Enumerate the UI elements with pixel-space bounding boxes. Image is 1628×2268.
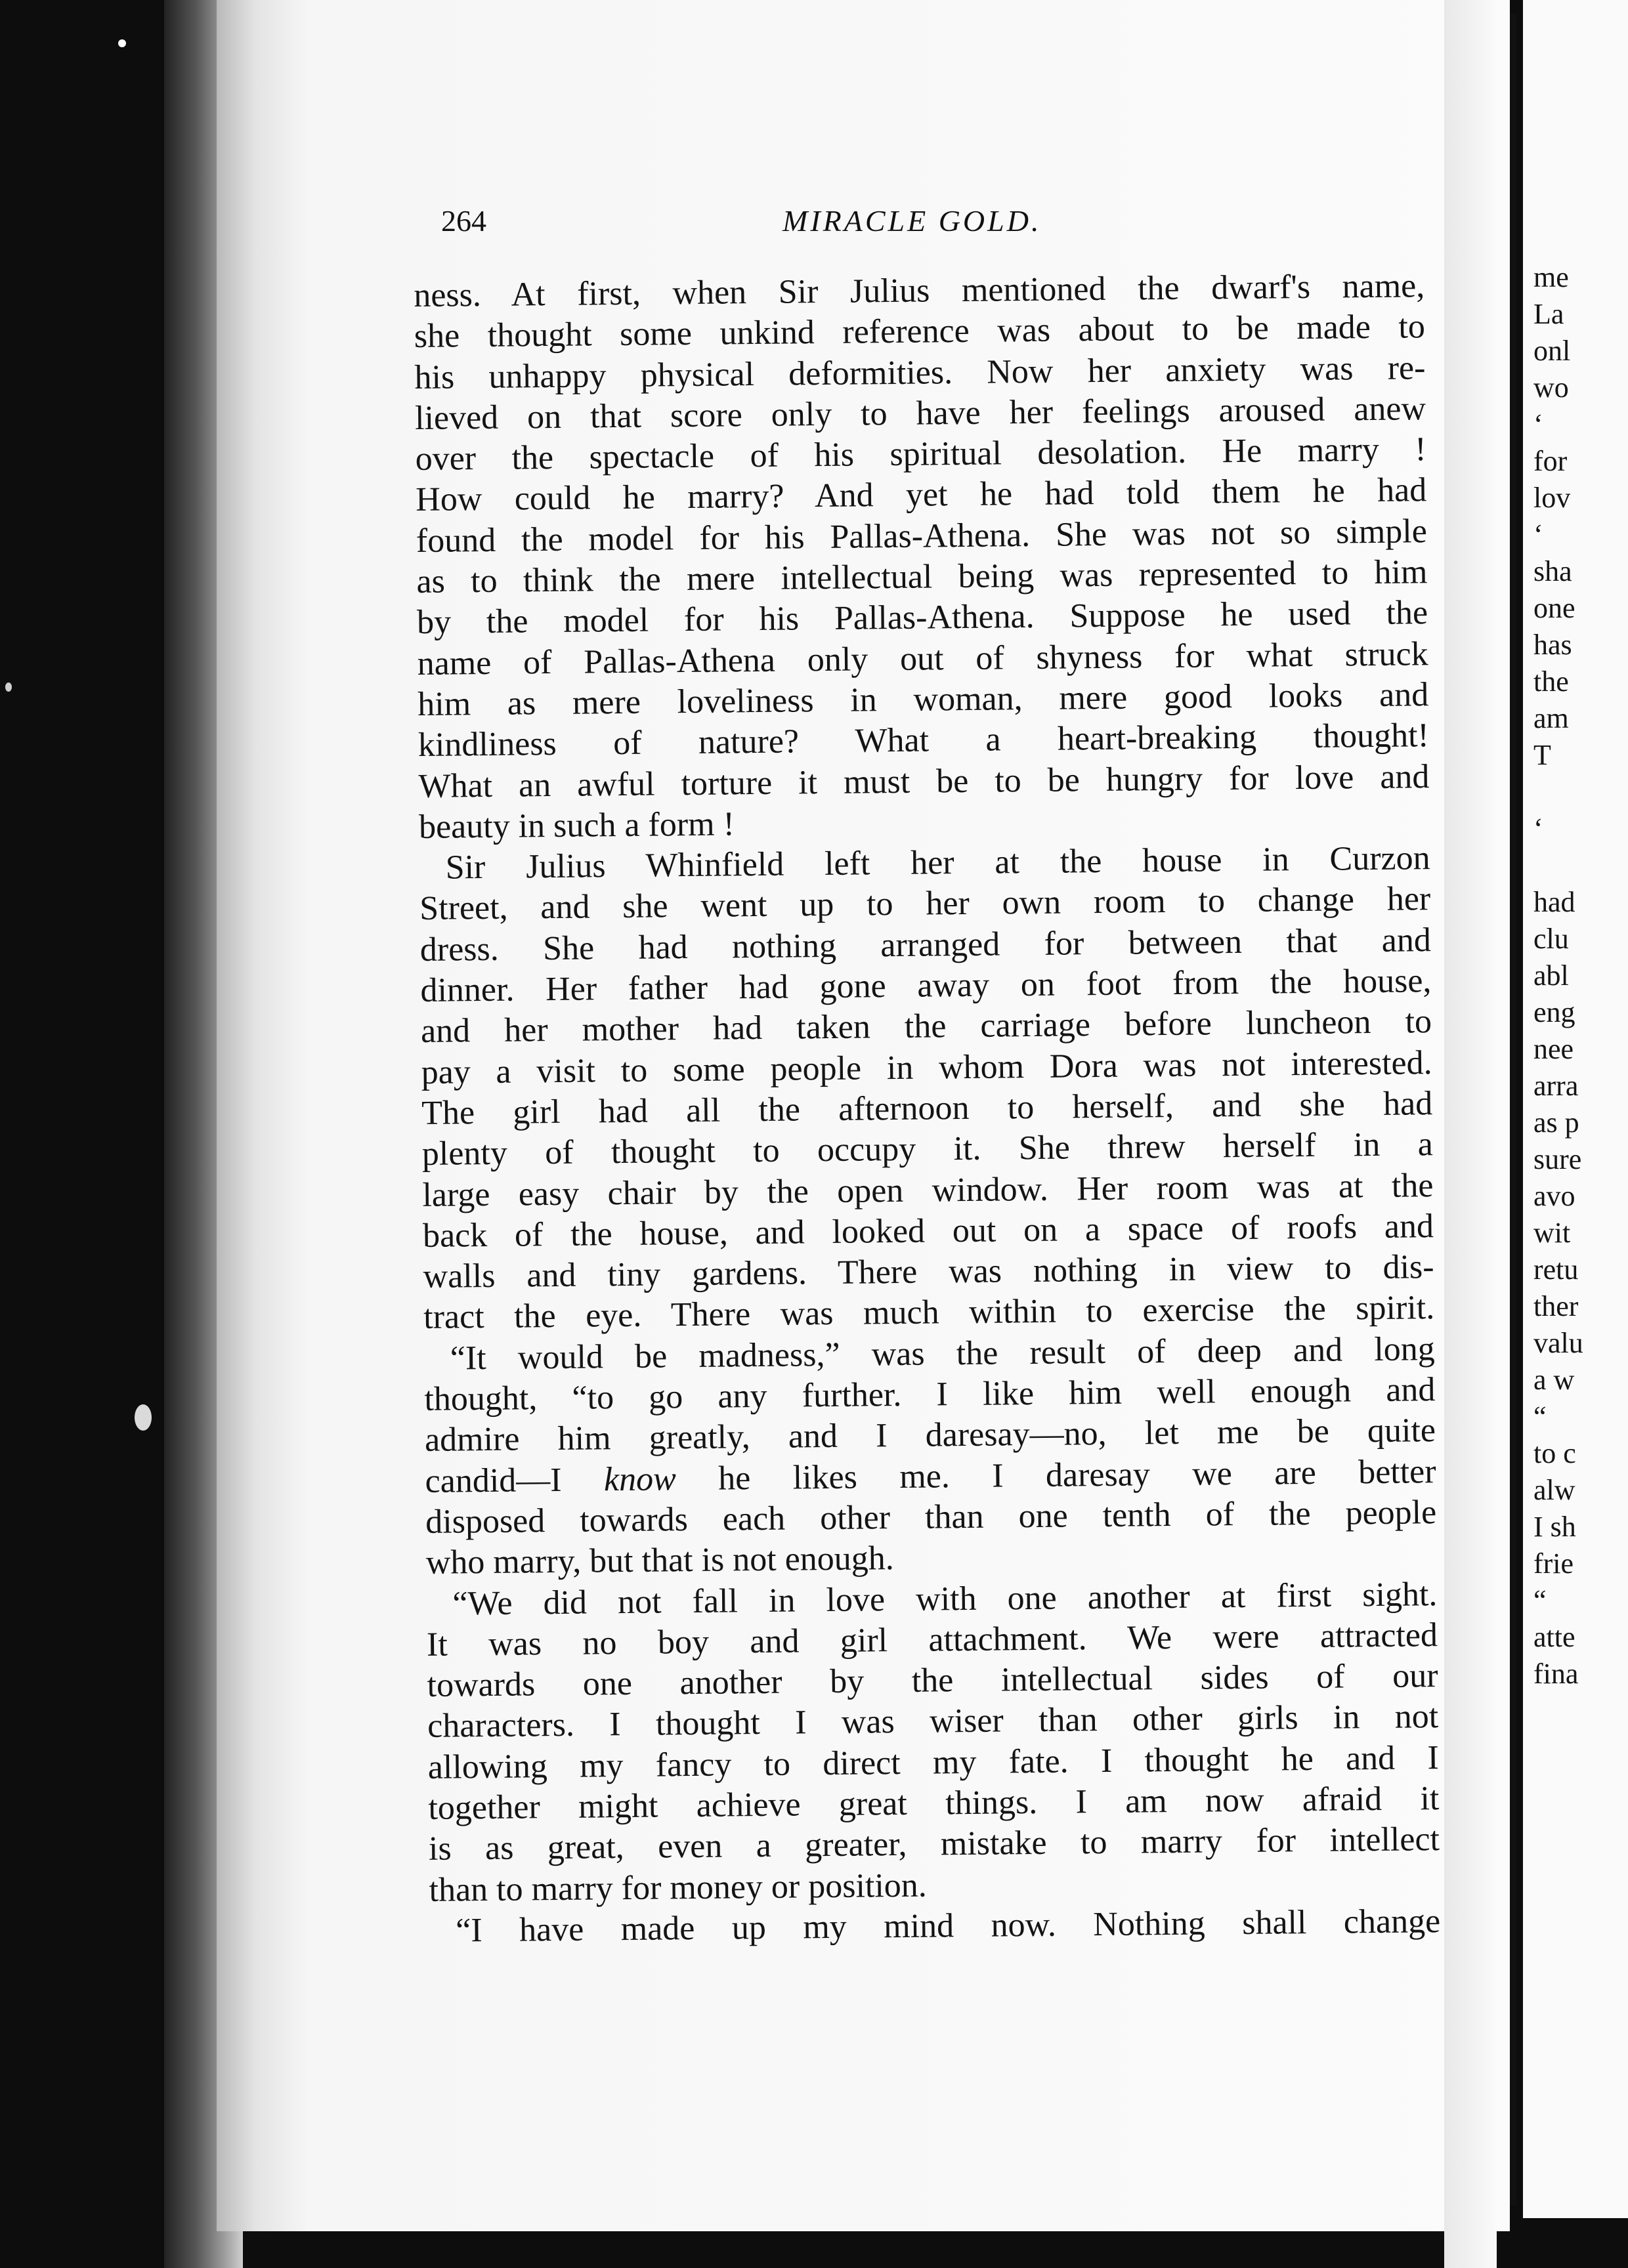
text-line: back of the house, and looked out on a space of roofs and (422, 1207, 1434, 1255)
text-line: towards one another by the intellectual sides of our (427, 1657, 1438, 1704)
text-line: and her mother had taken the carriage before luncheon to (420, 1003, 1432, 1051)
facing-page-line: one (1533, 592, 1575, 624)
text-line: as to think the mere intellectual being was represented to him (416, 553, 1428, 601)
text-line: who marry, but that is not enough. (425, 1540, 895, 1582)
text-line: It was no boy and girl attachment. We were attracted (426, 1616, 1438, 1664)
text-line: walls and tiny gardens. There was nothing in view to dis- (423, 1248, 1434, 1296)
text-line: than to marry for money or position. (429, 1866, 928, 1909)
text-line: him as mere loveliness in woman, mere good looks and (417, 676, 1429, 723)
facing-page-line: eng (1533, 996, 1575, 1028)
text-line: kindliness of nature? What a heart-breaking thought! (418, 717, 1430, 765)
facing-page-line: has (1533, 629, 1572, 661)
text-line: name of Pallas-Athena only out of shyness for what struck (417, 635, 1428, 682)
running-head-title: MIRACLE GOLD. (782, 204, 1042, 238)
text-line: pay a visit to some people in whom Dora was not interested. (421, 1043, 1432, 1091)
text-line: is as great, even a greater, mistake to marry for intellect (428, 1820, 1440, 1868)
text-line: characters. I thought I was wiser than other girls in not (427, 1698, 1439, 1746)
facing-page-text (1523, 0, 1628, 1692)
facing-page-line: arra (1533, 1070, 1579, 1102)
page-header (441, 203, 1386, 249)
text-line: plenty of thought to occupy it. She threw herself in a (421, 1125, 1434, 1173)
facing-page-line: had (1533, 886, 1575, 918)
facing-page-line: sure (1533, 1143, 1582, 1175)
text-line: tract the eye. There was much within to exercise the spirit. (423, 1289, 1435, 1337)
text-line: “It would be madness,” was the result of deep and long (450, 1330, 1436, 1377)
text-line: beauty in such a form ! (418, 805, 735, 846)
facing-page-line: avo (1533, 1180, 1575, 1212)
facing-page-line: T (1533, 739, 1551, 771)
facing-page-line: La (1533, 298, 1564, 330)
facing-page-line: ‘ (1533, 812, 1543, 845)
emphasized-word: know (603, 1460, 677, 1498)
facing-page-line: wit (1533, 1217, 1571, 1249)
scan-speck (5, 682, 12, 692)
text-line: Street, and she went up to her own room to change her (419, 880, 1431, 928)
facing-page-line: abl (1533, 959, 1569, 992)
page-right-margin (1444, 0, 1497, 2268)
facing-page-line: sha (1533, 555, 1572, 587)
facing-page-fragment (1523, 0, 1628, 2218)
facing-page-line: “ (1533, 1584, 1547, 1616)
text-line: found the model for his Pallas-Athena. She was not so simple (416, 512, 1428, 560)
facing-page-line: the (1533, 665, 1569, 698)
facing-page-line: “ (1533, 1400, 1547, 1433)
text-line: lieved on that score only to have her feelings aroused anew (414, 390, 1426, 437)
text-line: large easy chair by the open window. Her room was at the (422, 1166, 1434, 1214)
text-line: How could he marry? And yet he had told them he had (416, 471, 1427, 519)
text-line: his unhappy physical deformities. Now her anxiety was re- (414, 348, 1426, 396)
facing-page-line: alw (1533, 1474, 1575, 1506)
facing-page-line: ther (1533, 1290, 1579, 1322)
body-text (414, 266, 1440, 1952)
text-line: disposed towards each other than one tenth of the people (425, 1494, 1437, 1541)
text-line: The girl had all the afternoon to herself, and she had (421, 1085, 1433, 1132)
facing-page-line: frie (1533, 1547, 1574, 1580)
facing-page-line: for (1533, 445, 1568, 477)
facing-page-line: ‘ (1533, 408, 1543, 440)
facing-page-line: ‘ (1533, 518, 1543, 551)
text-line: admire him greatly, and I daresay—no, let me be quite (424, 1412, 1436, 1460)
text-line: Sir Julius Whinfield left her at the house in Curzon (445, 839, 1430, 887)
facing-page-line: am (1533, 702, 1569, 734)
facing-page-line: me (1533, 261, 1569, 293)
text-line: together might achieve great things. I am now afraid it (428, 1780, 1440, 1827)
text-line: dress. She had nothing arranged for between that and (419, 921, 1432, 969)
facing-page-line (1523, 774, 1628, 810)
facing-page-line: retu (1533, 1253, 1579, 1286)
facing-page-line: clu (1533, 923, 1569, 955)
facing-page-line: I sh (1533, 1511, 1576, 1543)
text-line: she thought some unkind reference was about to be made to (414, 308, 1426, 356)
facing-page-line: atte (1533, 1621, 1575, 1653)
facing-page-line: wo (1533, 371, 1569, 404)
facing-page-line (1523, 847, 1628, 884)
scan-speck (118, 39, 126, 47)
facing-page-line: to c (1533, 1437, 1576, 1469)
facing-page-line: fina (1533, 1658, 1579, 1690)
text-line: candid—I know he likes me. I daresay we are better (425, 1452, 1436, 1500)
page-fold-line (1510, 13, 1516, 2205)
text-line: by the model for his Pallas-Athena. Suppose he used the (416, 594, 1428, 642)
text-line: “I have made up my mind now. Nothing shall change (455, 1902, 1441, 1950)
facing-page-line: valu (1533, 1327, 1583, 1359)
text-line: over the spectacle of his spiritual desolation. He marry ! (415, 430, 1426, 478)
text-line: allowing my fancy to direct my fate. I thought he and I (427, 1738, 1440, 1786)
text-line: ness. At first, when Sir Julius mentioned the dwarf's name, (414, 267, 1425, 314)
facing-page-line: lov (1533, 482, 1571, 514)
facing-page-line: as p (1533, 1106, 1579, 1139)
text-line: thought, “to go any further. I like him well enough and (424, 1371, 1436, 1418)
text-line: dinner. Her father had gone away on foot from the house, (420, 962, 1432, 1009)
text-line: What an awful torture it must be to be hungry for love and (418, 757, 1430, 805)
page-number: 264 (441, 204, 486, 238)
text-line: “We did not fall in love with one another at first sight. (452, 1575, 1438, 1623)
scan-speck (135, 1404, 152, 1431)
facing-page-line: a w (1533, 1364, 1575, 1396)
facing-page-line: nee (1533, 1033, 1574, 1065)
facing-page-line: onl (1533, 335, 1571, 367)
